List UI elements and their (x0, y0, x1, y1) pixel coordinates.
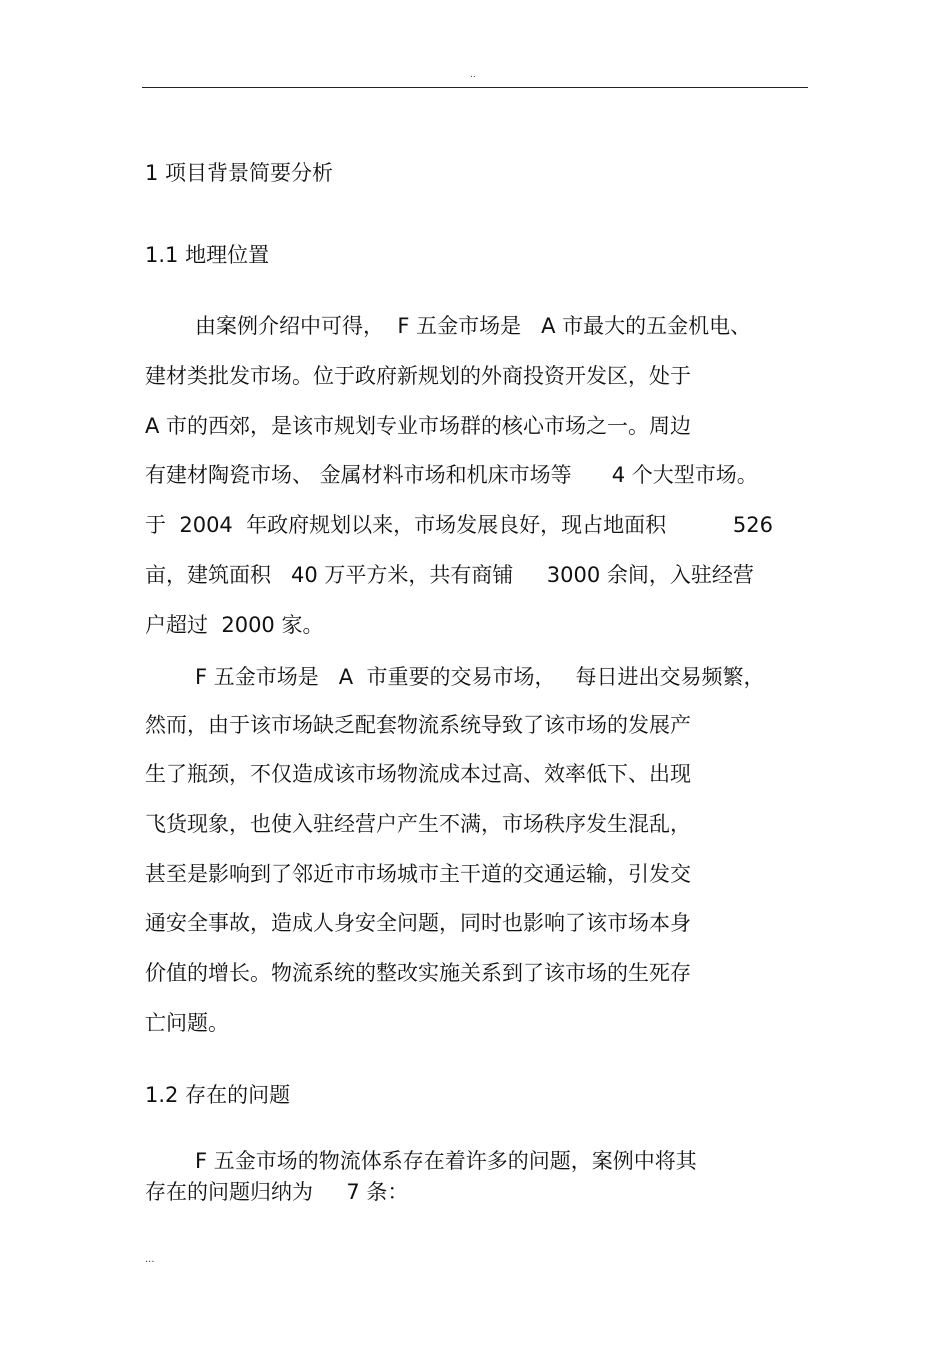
text-line: 甚至是影响到了邻近市市场城市主干道的交通运输，引发交 (145, 862, 691, 886)
text-line: 然而，由于该市场缺乏配套物流系统导致了该市场的发展产 (145, 713, 691, 737)
section-1-1-heading: 1.1 地理位置 (145, 243, 270, 267)
text-line: 价值的增长。物流系统的整改实施关系到了该市场的生死存 (145, 961, 691, 985)
page-header-mark: .. (470, 70, 476, 80)
text-line: F 五金市场的物流体系存在着许多的问题，案例中将其 (195, 1149, 697, 1173)
text-line: 户超过 2000 家。 (145, 613, 324, 637)
text-line: 亩，建筑面积 40 万平方米，共有商铺 3000 余间，入驻经营 (145, 563, 754, 587)
text-line: 有建材陶瓷市场、 金属材料市场和机床市场等 4 个大型市场。 (145, 463, 758, 487)
text-line: 生了瓶颈，不仅造成该市场物流成本过高、效率低下、出现 (145, 762, 691, 786)
page-footer-mark: ... (145, 1254, 155, 1265)
text-line: A 市的西郊，是该市规划专业市场群的核心市场之一。周边 (145, 414, 692, 438)
section-1-heading: 1 项目背景简要分析 (145, 161, 334, 185)
text-line: 建材类批发市场。位于政府新规划的外商投资开发区，处于 (145, 364, 691, 388)
text-line: F 五金市场是 A 市重要的交易市场， 每日进出交易频繁， (195, 665, 765, 689)
section-1-2-heading: 1.2 存在的问题 (145, 1083, 291, 1107)
text-line: 通安全事故，造成人身安全问题，同时也影响了该市场本身 (145, 911, 691, 935)
text-line: 由案例介绍中可得， F 五金市场是 A 市最大的五金机电、 (195, 314, 752, 338)
header-rule (142, 87, 808, 88)
text-line: 亡问题。 (145, 1011, 229, 1035)
text-line: 存在的问题归纳为 7 条： (145, 1180, 409, 1204)
text-line: 于 2004 年政府规划以来，市场发展良好，现占地面积 526 (145, 513, 773, 537)
text-line: 飞货现象，也使入驻经营户产生不满，市场秩序发生混乱， (145, 812, 691, 836)
